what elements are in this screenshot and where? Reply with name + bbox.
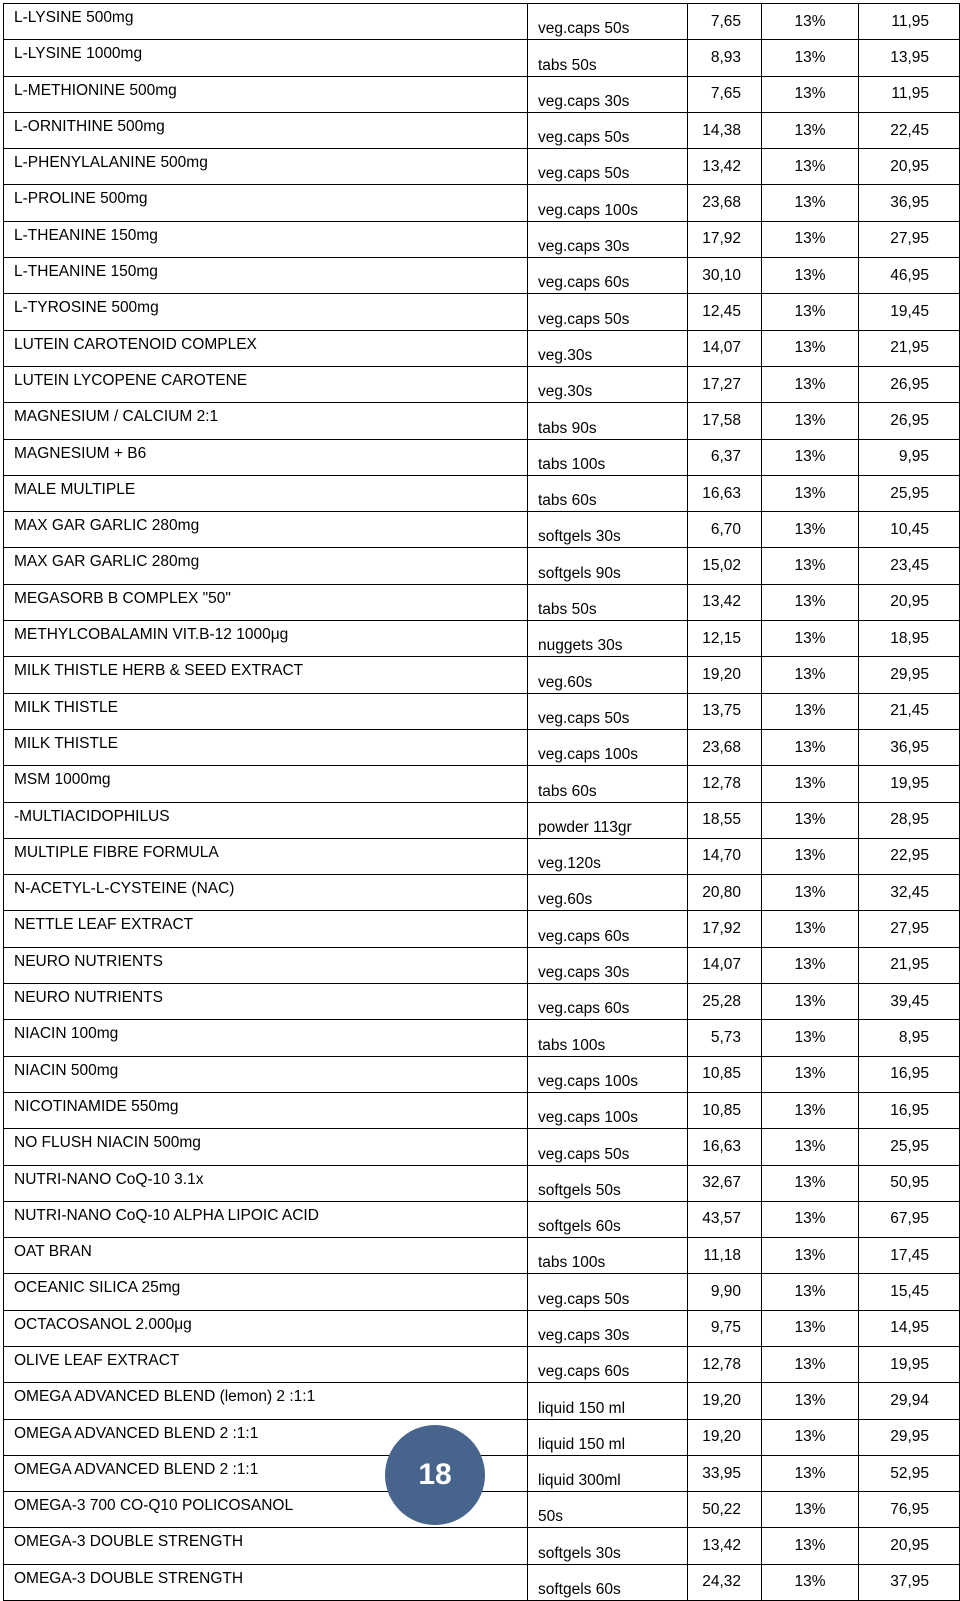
cost-price-cell: 19,20 bbox=[688, 1383, 762, 1419]
product-form-cell: veg.caps 50s bbox=[528, 4, 688, 40]
product-form-cell: tabs 100s bbox=[528, 1020, 688, 1056]
product-form-cell: veg.caps 100s bbox=[528, 1092, 688, 1128]
product-form-cell: liquid 150 ml bbox=[528, 1419, 688, 1455]
product-name-cell: LUTEIN LYCOPENE CAROTENE bbox=[4, 366, 528, 402]
vat-cell: 13% bbox=[762, 1056, 859, 1092]
vat-cell: 13% bbox=[762, 185, 859, 221]
vat-cell: 13% bbox=[762, 838, 859, 874]
product-name-cell: OCEANIC SILICA 25mg bbox=[4, 1274, 528, 1310]
product-form-cell: tabs 60s bbox=[528, 475, 688, 511]
vat-cell: 13% bbox=[762, 1492, 859, 1528]
retail-price-cell: 21,95 bbox=[859, 330, 960, 366]
product-name-cell: LUTEIN CAROTENOID COMPLEX bbox=[4, 330, 528, 366]
product-name-cell: METHYLCOBALAMIN VIT.B-12 1000μg bbox=[4, 621, 528, 657]
table-row bbox=[4, 1165, 960, 1201]
cost-price-cell: 24,32 bbox=[688, 1564, 762, 1600]
vat-cell: 13% bbox=[762, 221, 859, 257]
vat-cell: 13% bbox=[762, 729, 859, 765]
table-row bbox=[4, 76, 960, 112]
product-name-cell: MAX GAR GARLIC 280mg bbox=[4, 548, 528, 584]
cost-price-cell: 8,93 bbox=[688, 40, 762, 76]
cost-price-cell: 12,78 bbox=[688, 766, 762, 802]
vat-cell: 13% bbox=[762, 403, 859, 439]
product-form-cell: veg.caps 60s bbox=[528, 258, 688, 294]
table-row bbox=[4, 729, 960, 765]
table-row bbox=[4, 1129, 960, 1165]
page-number: 18 bbox=[418, 1458, 452, 1491]
table-row bbox=[4, 366, 960, 402]
retail-price-cell: 29,95 bbox=[859, 1419, 960, 1455]
product-form-cell: softgels 50s bbox=[528, 1165, 688, 1201]
retail-price-cell: 13,95 bbox=[859, 40, 960, 76]
vat-cell: 13% bbox=[762, 475, 859, 511]
cost-price-cell: 6,37 bbox=[688, 439, 762, 475]
product-name-cell: MALE MULTIPLE bbox=[4, 475, 528, 511]
product-name-cell: NO FLUSH NIACIN 500mg bbox=[4, 1129, 528, 1165]
product-name-cell: OMEGA ADVANCED BLEND 2 :1:1 bbox=[4, 1455, 528, 1491]
vat-cell: 13% bbox=[762, 802, 859, 838]
retail-price-cell: 20,95 bbox=[859, 149, 960, 185]
cost-price-cell: 14,38 bbox=[688, 112, 762, 148]
table-row bbox=[4, 512, 960, 548]
retail-price-cell: 32,45 bbox=[859, 875, 960, 911]
retail-price-cell: 21,95 bbox=[859, 947, 960, 983]
product-name-cell: OMEGA-3 DOUBLE STRENGTH bbox=[4, 1528, 528, 1564]
table-row bbox=[4, 258, 960, 294]
cost-price-cell: 12,45 bbox=[688, 294, 762, 330]
cost-price-cell: 14,07 bbox=[688, 947, 762, 983]
product-name-cell: L-THEANINE 150mg bbox=[4, 221, 528, 257]
table-row bbox=[4, 1564, 960, 1600]
cost-price-cell: 13,42 bbox=[688, 149, 762, 185]
retail-price-cell: 19,95 bbox=[859, 1346, 960, 1382]
vat-cell: 13% bbox=[762, 693, 859, 729]
vat-cell: 13% bbox=[762, 40, 859, 76]
product-form-cell: tabs 60s bbox=[528, 766, 688, 802]
table-row bbox=[4, 1492, 960, 1528]
page-number-badge bbox=[385, 1425, 485, 1525]
product-name-cell: L-LYSINE 1000mg bbox=[4, 40, 528, 76]
table-row bbox=[4, 1310, 960, 1346]
product-name-cell: L-ORNITHINE 500mg bbox=[4, 112, 528, 148]
retail-price-cell: 8,95 bbox=[859, 1020, 960, 1056]
product-name-cell: L-PROLINE 500mg bbox=[4, 185, 528, 221]
product-name-cell: MAGNESIUM / CALCIUM 2:1 bbox=[4, 403, 528, 439]
product-form-cell: veg.caps 30s bbox=[528, 1310, 688, 1346]
cost-price-cell: 14,07 bbox=[688, 330, 762, 366]
table-row bbox=[4, 475, 960, 511]
table-row bbox=[4, 112, 960, 148]
cost-price-cell: 7,65 bbox=[688, 76, 762, 112]
product-name-cell: MULTIPLE FIBRE FORMULA bbox=[4, 838, 528, 874]
product-form-cell: powder 113gr bbox=[528, 802, 688, 838]
vat-cell: 13% bbox=[762, 1020, 859, 1056]
product-form-cell: veg.caps 50s bbox=[528, 1129, 688, 1165]
retail-price-cell: 20,95 bbox=[859, 584, 960, 620]
product-name-cell: MAGNESIUM + B6 bbox=[4, 439, 528, 475]
cost-price-cell: 17,58 bbox=[688, 403, 762, 439]
cost-price-cell: 19,20 bbox=[688, 657, 762, 693]
retail-price-cell: 26,95 bbox=[859, 366, 960, 402]
table-row bbox=[4, 984, 960, 1020]
product-form-cell: veg.caps 100s bbox=[528, 185, 688, 221]
retail-price-cell: 25,95 bbox=[859, 1129, 960, 1165]
product-name-cell: L-PHENYLALANINE 500mg bbox=[4, 149, 528, 185]
product-name-cell: OAT BRAN bbox=[4, 1238, 528, 1274]
vat-cell: 13% bbox=[762, 294, 859, 330]
product-form-cell: veg.caps 60s bbox=[528, 911, 688, 947]
product-form-cell: veg.caps 30s bbox=[528, 76, 688, 112]
retail-price-cell: 21,45 bbox=[859, 693, 960, 729]
retail-price-cell: 19,95 bbox=[859, 766, 960, 802]
table-row bbox=[4, 1528, 960, 1564]
cost-price-cell: 50,22 bbox=[688, 1492, 762, 1528]
product-name-cell: -MULTIACIDOPHILUS bbox=[4, 802, 528, 838]
product-name-cell: MILK THISTLE HERB & SEED EXTRACT bbox=[4, 657, 528, 693]
vat-cell: 13% bbox=[762, 621, 859, 657]
table-row bbox=[4, 4, 960, 40]
cost-price-cell: 10,85 bbox=[688, 1056, 762, 1092]
vat-cell: 13% bbox=[762, 1383, 859, 1419]
retail-price-cell: 27,95 bbox=[859, 911, 960, 947]
cost-price-cell: 11,18 bbox=[688, 1238, 762, 1274]
vat-cell: 13% bbox=[762, 439, 859, 475]
retail-price-cell: 39,45 bbox=[859, 984, 960, 1020]
vat-cell: 13% bbox=[762, 548, 859, 584]
retail-price-cell: 11,95 bbox=[859, 76, 960, 112]
product-name-cell: OMEGA ADVANCED BLEND (lemon) 2 :1:1 bbox=[4, 1383, 528, 1419]
product-form-cell: softgels 30s bbox=[528, 1528, 688, 1564]
product-name-cell: N-ACETYL-L-CYSTEINE (NAC) bbox=[4, 875, 528, 911]
cost-price-cell: 13,42 bbox=[688, 584, 762, 620]
table-row bbox=[4, 1092, 960, 1128]
product-name-cell: OMEGA-3 700 CO-Q10 POLICOSANOL bbox=[4, 1492, 528, 1528]
cost-price-cell: 20,80 bbox=[688, 875, 762, 911]
table-row bbox=[4, 1419, 960, 1455]
vat-cell: 13% bbox=[762, 258, 859, 294]
product-form-cell: veg.60s bbox=[528, 657, 688, 693]
product-form-cell: veg.caps 50s bbox=[528, 693, 688, 729]
product-name-cell: L-LYSINE 500mg bbox=[4, 4, 528, 40]
product-form-cell: veg.120s bbox=[528, 838, 688, 874]
table-row bbox=[4, 1020, 960, 1056]
product-name-cell: NIACIN 500mg bbox=[4, 1056, 528, 1092]
vat-cell: 13% bbox=[762, 1528, 859, 1564]
table-row bbox=[4, 657, 960, 693]
product-form-cell: veg.caps 30s bbox=[528, 221, 688, 257]
cost-price-cell: 16,63 bbox=[688, 1129, 762, 1165]
product-name-cell: NICOTINAMIDE 550mg bbox=[4, 1092, 528, 1128]
retail-price-cell: 36,95 bbox=[859, 729, 960, 765]
product-name-cell: L-THEANINE 150mg bbox=[4, 258, 528, 294]
table-row bbox=[4, 221, 960, 257]
cost-price-cell: 6,70 bbox=[688, 512, 762, 548]
vat-cell: 13% bbox=[762, 1201, 859, 1237]
table-row bbox=[4, 584, 960, 620]
vat-cell: 13% bbox=[762, 1238, 859, 1274]
retail-price-cell: 25,95 bbox=[859, 475, 960, 511]
table-row bbox=[4, 403, 960, 439]
vat-cell: 13% bbox=[762, 1129, 859, 1165]
retail-price-cell: 52,95 bbox=[859, 1455, 960, 1491]
retail-price-cell: 29,95 bbox=[859, 657, 960, 693]
product-form-cell: softgels 60s bbox=[528, 1564, 688, 1600]
table-row bbox=[4, 1383, 960, 1419]
product-name-cell: L-METHIONINE 500mg bbox=[4, 76, 528, 112]
product-form-cell: liquid 300ml bbox=[528, 1455, 688, 1491]
table-row bbox=[4, 838, 960, 874]
cost-price-cell: 23,68 bbox=[688, 185, 762, 221]
product-form-cell: veg.caps 50s bbox=[528, 1274, 688, 1310]
retail-price-cell: 9,95 bbox=[859, 439, 960, 475]
vat-cell: 13% bbox=[762, 366, 859, 402]
cost-price-cell: 17,92 bbox=[688, 221, 762, 257]
table-row bbox=[4, 621, 960, 657]
retail-price-cell: 28,95 bbox=[859, 802, 960, 838]
product-name-cell: NUTRI-NANO CoQ-10 ALPHA LIPOIC ACID bbox=[4, 1201, 528, 1237]
table-row bbox=[4, 1238, 960, 1274]
retail-price-cell: 22,95 bbox=[859, 838, 960, 874]
table-row bbox=[4, 185, 960, 221]
table-row bbox=[4, 875, 960, 911]
cost-price-cell: 43,57 bbox=[688, 1201, 762, 1237]
product-form-cell: veg.caps 50s bbox=[528, 112, 688, 148]
retail-price-cell: 27,95 bbox=[859, 221, 960, 257]
retail-price-cell: 36,95 bbox=[859, 185, 960, 221]
table-row bbox=[4, 40, 960, 76]
vat-cell: 13% bbox=[762, 584, 859, 620]
retail-price-cell: 26,95 bbox=[859, 403, 960, 439]
table-row bbox=[4, 1346, 960, 1382]
product-form-cell: veg.30s bbox=[528, 330, 688, 366]
product-name-cell: MILK THISTLE bbox=[4, 729, 528, 765]
cost-price-cell: 32,67 bbox=[688, 1165, 762, 1201]
cost-price-cell: 33,95 bbox=[688, 1455, 762, 1491]
product-form-cell: veg.30s bbox=[528, 366, 688, 402]
cost-price-cell: 14,70 bbox=[688, 838, 762, 874]
vat-cell: 13% bbox=[762, 911, 859, 947]
product-name-cell: NEURO NUTRIENTS bbox=[4, 947, 528, 983]
product-form-cell: veg.caps 50s bbox=[528, 294, 688, 330]
retail-price-cell: 19,45 bbox=[859, 294, 960, 330]
cost-price-cell: 5,73 bbox=[688, 1020, 762, 1056]
retail-price-cell: 23,45 bbox=[859, 548, 960, 584]
retail-price-cell: 37,95 bbox=[859, 1564, 960, 1600]
retail-price-cell: 76,95 bbox=[859, 1492, 960, 1528]
retail-price-cell: 20,95 bbox=[859, 1528, 960, 1564]
vat-cell: 13% bbox=[762, 984, 859, 1020]
vat-cell: 13% bbox=[762, 330, 859, 366]
vat-cell: 13% bbox=[762, 4, 859, 40]
cost-price-cell: 25,28 bbox=[688, 984, 762, 1020]
retail-price-cell: 14,95 bbox=[859, 1310, 960, 1346]
retail-price-cell: 16,95 bbox=[859, 1092, 960, 1128]
product-name-cell: NUTRI-NANO CoQ-10 3.1x bbox=[4, 1165, 528, 1201]
table-row bbox=[4, 1201, 960, 1237]
product-form-cell: tabs 90s bbox=[528, 403, 688, 439]
cost-price-cell: 17,27 bbox=[688, 366, 762, 402]
cost-price-cell: 19,20 bbox=[688, 1419, 762, 1455]
product-name-cell: OMEGA-3 DOUBLE STRENGTH bbox=[4, 1564, 528, 1600]
cost-price-cell: 7,65 bbox=[688, 4, 762, 40]
cost-price-cell: 16,63 bbox=[688, 475, 762, 511]
product-form-cell: veg.caps 60s bbox=[528, 1346, 688, 1382]
product-form-cell: veg.caps 100s bbox=[528, 729, 688, 765]
price-table-body bbox=[4, 4, 960, 1601]
table-row bbox=[4, 766, 960, 802]
table-row bbox=[4, 802, 960, 838]
product-form-cell: veg.60s bbox=[528, 875, 688, 911]
vat-cell: 13% bbox=[762, 947, 859, 983]
retail-price-cell: 10,45 bbox=[859, 512, 960, 548]
vat-cell: 13% bbox=[762, 1455, 859, 1491]
cost-price-cell: 9,90 bbox=[688, 1274, 762, 1310]
vat-cell: 13% bbox=[762, 512, 859, 548]
vat-cell: 13% bbox=[762, 76, 859, 112]
product-name-cell: OCTACOSANOL 2.000μg bbox=[4, 1310, 528, 1346]
product-name-cell: MILK THISTLE bbox=[4, 693, 528, 729]
vat-cell: 13% bbox=[762, 112, 859, 148]
vat-cell: 13% bbox=[762, 1564, 859, 1600]
retail-price-cell: 22,45 bbox=[859, 112, 960, 148]
table-row bbox=[4, 294, 960, 330]
table-row bbox=[4, 947, 960, 983]
vat-cell: 13% bbox=[762, 875, 859, 911]
product-form-cell: tabs 100s bbox=[528, 439, 688, 475]
cost-price-cell: 13,75 bbox=[688, 693, 762, 729]
retail-price-cell: 11,95 bbox=[859, 4, 960, 40]
product-form-cell: tabs 50s bbox=[528, 584, 688, 620]
retail-price-cell: 50,95 bbox=[859, 1165, 960, 1201]
retail-price-cell: 29,94 bbox=[859, 1383, 960, 1419]
table-row bbox=[4, 439, 960, 475]
retail-price-cell: 17,45 bbox=[859, 1238, 960, 1274]
product-name-cell: OMEGA ADVANCED BLEND 2 :1:1 bbox=[4, 1419, 528, 1455]
price-table bbox=[3, 3, 960, 1601]
product-form-cell: tabs 50s bbox=[528, 40, 688, 76]
vat-cell: 13% bbox=[762, 1092, 859, 1128]
vat-cell: 13% bbox=[762, 1274, 859, 1310]
cost-price-cell: 12,15 bbox=[688, 621, 762, 657]
product-form-cell: softgels 90s bbox=[528, 548, 688, 584]
product-form-cell: veg.caps 60s bbox=[528, 984, 688, 1020]
cost-price-cell: 10,85 bbox=[688, 1092, 762, 1128]
cost-price-cell: 15,02 bbox=[688, 548, 762, 584]
product-form-cell: 50s bbox=[528, 1492, 688, 1528]
vat-cell: 13% bbox=[762, 1346, 859, 1382]
product-form-cell: veg.caps 100s bbox=[528, 1056, 688, 1092]
table-row bbox=[4, 911, 960, 947]
product-name-cell: NIACIN 100mg bbox=[4, 1020, 528, 1056]
table-row bbox=[4, 1056, 960, 1092]
cost-price-cell: 12,78 bbox=[688, 1346, 762, 1382]
cost-price-cell: 18,55 bbox=[688, 802, 762, 838]
product-form-cell: nuggets 30s bbox=[528, 621, 688, 657]
product-name-cell: MAX GAR GARLIC 280mg bbox=[4, 512, 528, 548]
product-name-cell: NEURO NUTRIENTS bbox=[4, 984, 528, 1020]
vat-cell: 13% bbox=[762, 1419, 859, 1455]
cost-price-cell: 9,75 bbox=[688, 1310, 762, 1346]
vat-cell: 13% bbox=[762, 766, 859, 802]
retail-price-cell: 16,95 bbox=[859, 1056, 960, 1092]
product-name-cell: NETTLE LEAF EXTRACT bbox=[4, 911, 528, 947]
product-form-cell: softgels 30s bbox=[528, 512, 688, 548]
vat-cell: 13% bbox=[762, 1310, 859, 1346]
cost-price-cell: 23,68 bbox=[688, 729, 762, 765]
table-row bbox=[4, 693, 960, 729]
product-form-cell: softgels 60s bbox=[528, 1201, 688, 1237]
product-form-cell: liquid 150 ml bbox=[528, 1383, 688, 1419]
cost-price-cell: 17,92 bbox=[688, 911, 762, 947]
table-row bbox=[4, 330, 960, 366]
vat-cell: 13% bbox=[762, 657, 859, 693]
vat-cell: 13% bbox=[762, 149, 859, 185]
product-name-cell: MSM 1000mg bbox=[4, 766, 528, 802]
table-row bbox=[4, 149, 960, 185]
retail-price-cell: 18,95 bbox=[859, 621, 960, 657]
product-form-cell: tabs 100s bbox=[528, 1238, 688, 1274]
retail-price-cell: 15,45 bbox=[859, 1274, 960, 1310]
product-name-cell: MEGASORB B COMPLEX "50" bbox=[4, 584, 528, 620]
product-name-cell: OLIVE LEAF EXTRACT bbox=[4, 1346, 528, 1382]
product-name-cell: L-TYROSINE 500mg bbox=[4, 294, 528, 330]
retail-price-cell: 67,95 bbox=[859, 1201, 960, 1237]
table-row bbox=[4, 548, 960, 584]
cost-price-cell: 13,42 bbox=[688, 1528, 762, 1564]
retail-price-cell: 46,95 bbox=[859, 258, 960, 294]
product-form-cell: veg.caps 50s bbox=[528, 149, 688, 185]
table-row bbox=[4, 1274, 960, 1310]
cost-price-cell: 30,10 bbox=[688, 258, 762, 294]
vat-cell: 13% bbox=[762, 1165, 859, 1201]
product-form-cell: veg.caps 30s bbox=[528, 947, 688, 983]
